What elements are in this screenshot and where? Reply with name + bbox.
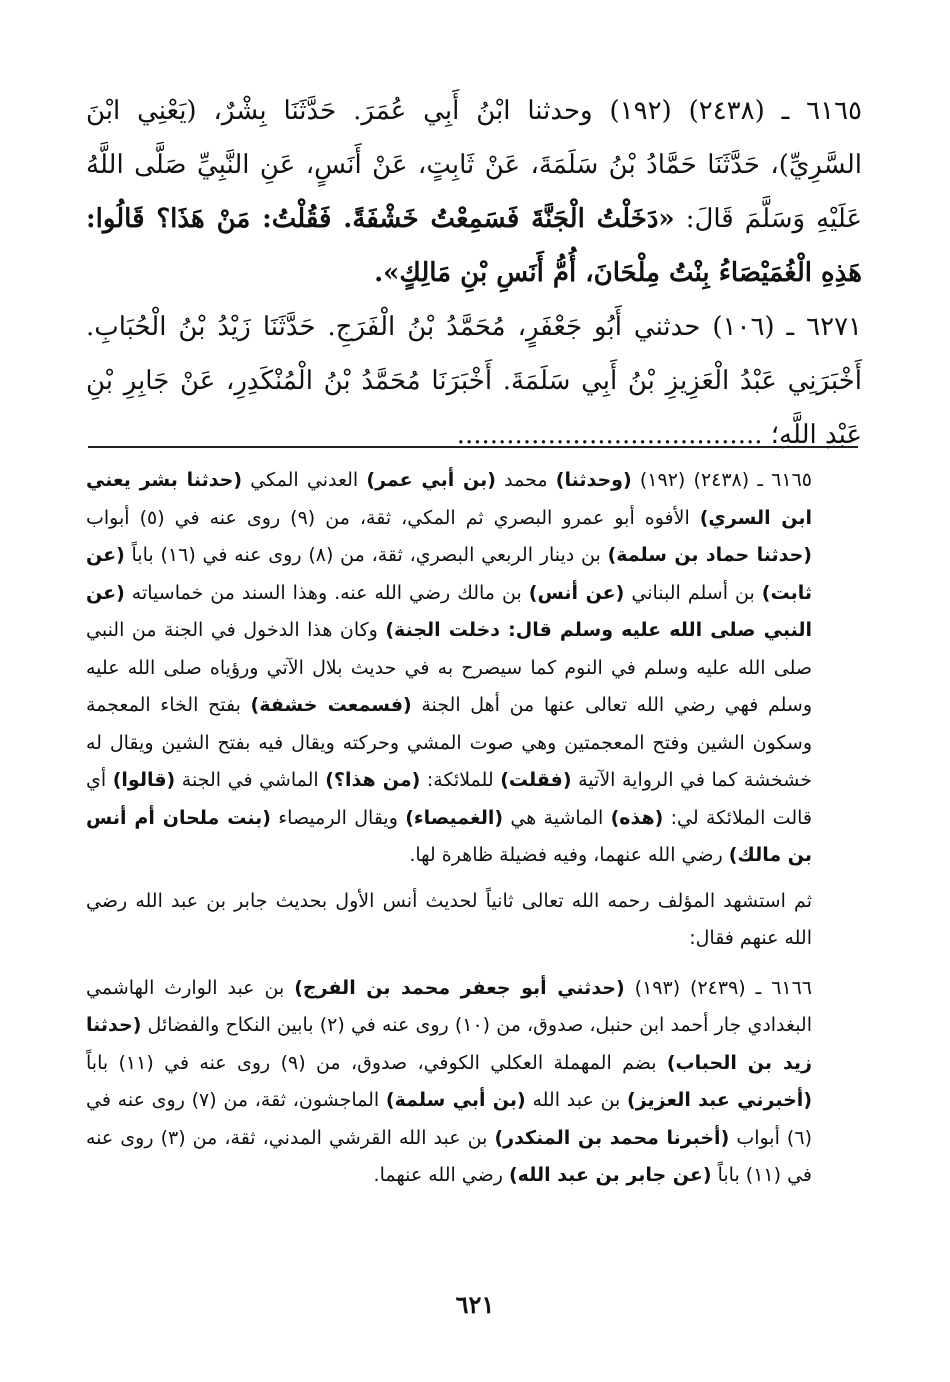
- commentary-p1-segment: (عن النبي صلى الله عليه وسلم قال: دخلت الجنة): [86, 581, 812, 641]
- commentary-p3-segment: ٦١٦٦ ـ (٢٤٣٩) (١٩٣): [624, 976, 813, 999]
- commentary-p1-segment: (فسمعت خشفة): [250, 694, 412, 716]
- commentary-p1-segment: (عن أنس): [528, 581, 625, 604]
- commentary-p3-segment: (أخبرنا محمد بن المنكدر): [494, 1126, 730, 1149]
- hadith-6271: ٦٢٧١ ـ (١٠٦) حدثني أَبُو جَعْفَرٍ، مُحَمَّدُ بْنُ الْفَرَجِ. حَدَّثَنَا زَيْدُ بْنُ الْحُبَابِ. أَخْبَرَنِي عَبْدُ الْعَزِيزِ بْنُ أَبِي سَلَمَةَ. أَخْبَرَنَا مُحَمَّدُ بْنُ الْمُنْكَدِرِ، عَنْ جَابِرِ بْنِ عَبْدِ اللَّهِ؛ .....................................: [86, 312, 862, 450]
- commentary-p1-segment: بفتح الخاء المعجمة وسكون الشين وفتح المعجمتين وهي صوت المشي وحركته ويقال فيه بفتح الشين ويقال له خشخشة كما في الرواية الآتية: [86, 694, 812, 791]
- commentary-p3-segment: (حدثنا زيد بن الحباب): [86, 1014, 812, 1074]
- commentary-p3-segment: (بن أبي سلمة): [385, 1089, 526, 1111]
- commentary-paragraph-6165: [86, 462, 862, 875]
- commentary-section: [86, 462, 862, 1195]
- commentary-p1-segment: للملائكة:: [420, 769, 501, 791]
- commentary-p1-segment: الماشية هي: [503, 806, 611, 829]
- commentary-p1-segment: (قالوا): [112, 769, 176, 791]
- commentary-p1-segment: ٦١٦٥ ـ (٢٤٣٨) (١٩٢): [631, 469, 812, 491]
- commentary-p3-segment: رضي الله عنهما.: [373, 1164, 509, 1186]
- commentary-p1-segment: (الغميصاء): [405, 806, 504, 829]
- hadith-text-section: [86, 84, 862, 462]
- commentary-p1-segment: (وحدثنا): [555, 469, 632, 491]
- commentary-p3-segment: بضم المهملة العكلي الكوفي، صدوق، من (٩) روى عنه في (١١) باباً: [86, 1051, 667, 1074]
- commentary-transition: ثم استشهد المؤلف رحمه الله تعالى ثانياً لحديث أنس الأول بحديث جابر بن عبد الله رضي الله عنهم فقال:: [86, 889, 812, 949]
- commentary-p1-segment: الأفوه أبو عمرو البصري ثم المكي، ثقة، من (٩) روى عنه في (٥) أبواب: [86, 506, 700, 529]
- footnote-divider: [88, 446, 858, 448]
- commentary-p3-segment: (عن جابر بن عبد الله): [508, 1164, 712, 1186]
- commentary-p3-segment: بن عبد الله: [525, 1089, 628, 1111]
- commentary-p1-segment: أي قالت الملائكة لي:: [86, 769, 812, 829]
- hadith-6165-matn: «دَخَلْتُ الْجَنَّةَ فَسَمِعْتُ خَشْفَةً. فَقُلْتُ: مَنْ هَذَا؟ قَالُوا: هَذِهِ الْغُمَيْصَاءُ بِنْتُ مِلْحَانَ، أُمُّ أَنَسِ بْنِ مَالِكٍ».: [86, 204, 862, 288]
- commentary-p1-segment: (هذه): [610, 806, 664, 829]
- commentary-p1-segment: رضي الله عنهما، وفيه فضيلة ظاهرة لها.: [409, 844, 729, 866]
- commentary-p1-segment: (حدثنا بشر يعني ابن السري): [86, 469, 812, 529]
- hadith-6165-isnad: ٦١٦٥ ـ (٢٤٣٨) (١٩٢) وحدثنا ابْنُ أَبِي عُمَرَ. حَدَّثَنَا بِشْرٌ، (يَعْنِي ابْنَ السَّرِيِّ)، حَدَّثَنَا حَمَّادُ بْنُ سَلَمَةَ، عَنْ ثَابِتٍ، عَنْ أَنَسٍ، عَنِ النَّبِيِّ صَلَّى اللَّهُ عَلَيْهِ وَسَلَّمَ قَالَ:: [86, 96, 862, 234]
- commentary-p1-segment: وكان هذا الدخول في الجنة من النبي صلى الله عليه وسلم في النوم كما سيصرح به في حديث بلال الآتي ورؤياه صلى الله عليه وسلم فهي رضي الله تعالى عنها من أهل الجنة: [86, 619, 812, 716]
- commentary-p3-segment: بن عبد الوارث الهاشمي البغدادي جار أحمد ابن حنبل، صدوق، من (١٠) روى عنه في (٢) بابين النكاح والفضائل: [86, 976, 813, 1036]
- commentary-p1-segment: (حدثنا حماد بن سلمة): [607, 544, 812, 566]
- commentary-p1-segment: (بن أبي عمر): [366, 469, 496, 491]
- commentary-p1-segment: ويقال الرميصاء: [270, 806, 406, 829]
- commentary-p3-segment: الماجشون، ثقة، من (٧) روى عنه في (٦) أبواب: [86, 1089, 812, 1149]
- commentary-p1-segment: العدني المكي: [242, 469, 367, 491]
- commentary-p1-segment: (فقلت): [500, 769, 572, 791]
- commentary-p1-segment: بن مالك رضي الله عنه. وهذا السند من خماسياته: [124, 581, 529, 604]
- commentary-paragraph-6166: [86, 970, 862, 1195]
- commentary-p1-segment: (عن ثابت): [86, 544, 812, 604]
- commentary-p1-segment: الماشي في الجنة: [175, 769, 326, 791]
- commentary-p3-segment: (حدثني أبو جعفر محمد بن الفرج): [294, 976, 625, 999]
- commentary-p1-segment: بن دينار الربعي البصري، ثقة، من (٨) روى عنه في (١٦) باباً: [124, 544, 608, 566]
- page-number: ٦٢١: [455, 1290, 495, 1319]
- hadith-6165: [86, 84, 862, 300]
- commentary-p3-segment: بن عبد الله القرشي المدني، ثقة، من (٣) روى عنه في (١١) باباً: [86, 1126, 812, 1186]
- commentary-p1-segment: (من هذا؟): [325, 769, 421, 791]
- commentary-p1-segment: بن أسلم البناني: [624, 581, 762, 604]
- commentary-p1-segment: محمد: [495, 469, 556, 491]
- commentary-p3-segment: (أخبرني عبد العزيز): [627, 1089, 813, 1111]
- commentary-p1-segment: (بنت ملحان أم أنس بن مالك): [86, 806, 812, 866]
